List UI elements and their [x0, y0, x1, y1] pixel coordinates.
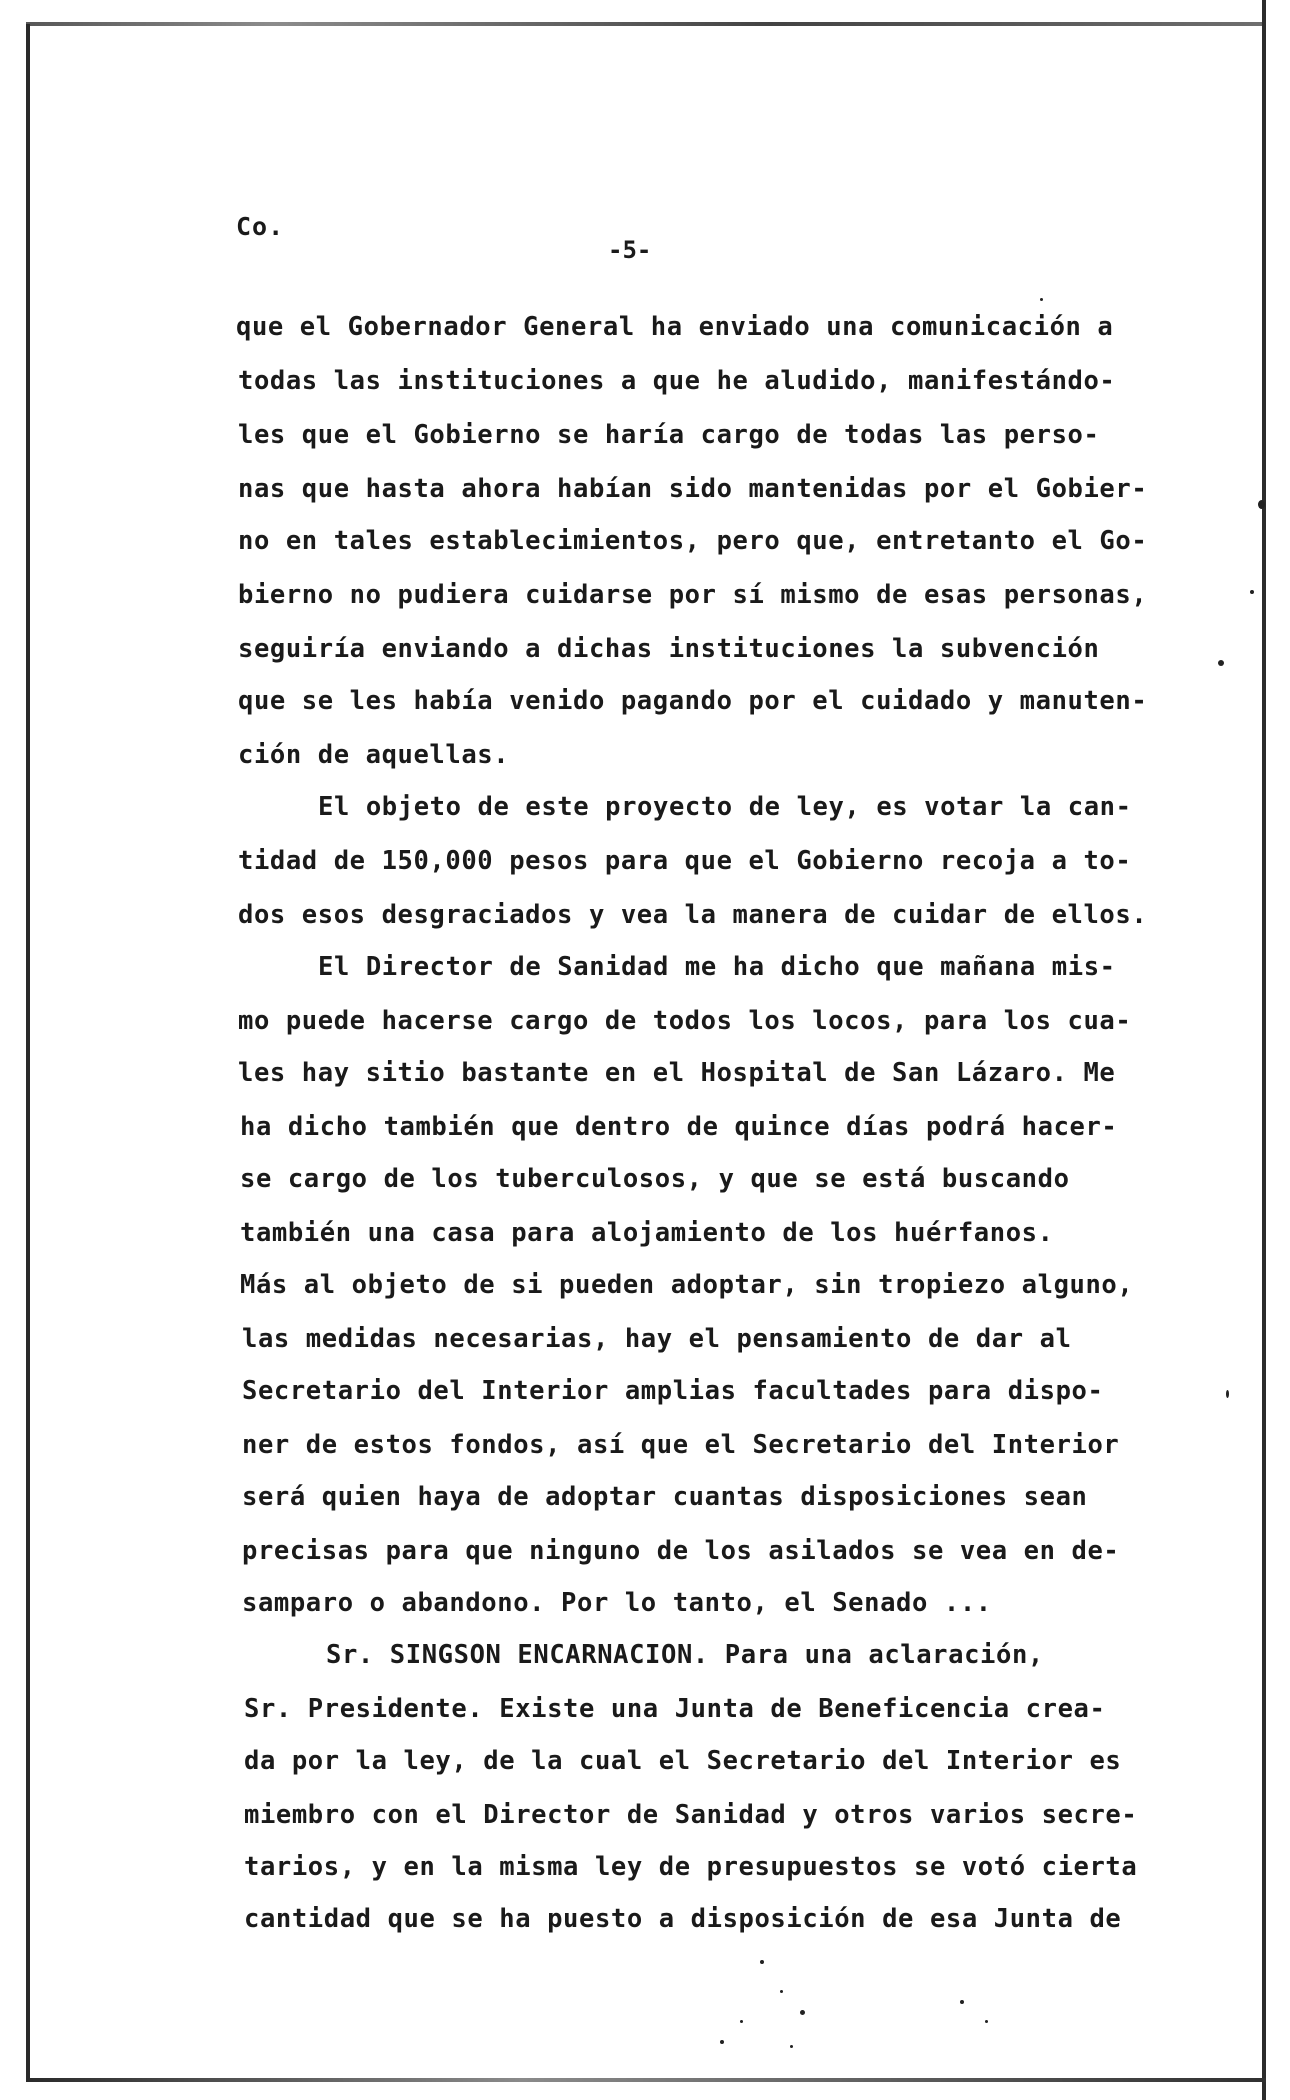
text-line: Más al objeto de si pueden adoptar, sin tropiezo alguno, [240, 1270, 1134, 1300]
text-line: precisas para que ninguno de los asilados se vea en de- [242, 1536, 1120, 1566]
scan-speck [1226, 1390, 1229, 1398]
text-line: ción de aquellas. [238, 740, 510, 770]
text-line: que se les había venido pagando por el cuidado y manuten- [238, 686, 1148, 716]
scan-speck [1250, 590, 1254, 594]
text-line: ner de estos fondos, así que el Secretario del Interior [242, 1430, 1120, 1460]
scan-speck [1258, 500, 1265, 509]
scan-speck [720, 2040, 724, 2044]
scan-speck [800, 2010, 805, 2015]
text-line: dos esos desgraciados y vea la manera de cuidar de ellos. [238, 900, 1148, 930]
text-line: El Director de Sanidad me ha dicho que mañana mis- [318, 952, 1116, 982]
text-line: seguiría enviando a dichas instituciones la subvención [238, 634, 1100, 664]
text-line: nas que hasta ahora habían sido mantenidas por el Gobier- [238, 474, 1148, 504]
text-line: les que el Gobierno se haría cargo de todas las perso- [238, 420, 1100, 450]
page-number: -5- [608, 236, 652, 264]
text-line: Sr. SINGSON ENCARNACION. Para una aclaración, [326, 1640, 1044, 1670]
text-line: Secretario del Interior amplias facultades para dispo- [242, 1376, 1104, 1406]
scan-speck [780, 1990, 783, 1993]
scan-speck [1218, 660, 1224, 666]
text-line: da por la ley, de la cual el Secretario del Interior es [244, 1746, 1122, 1776]
scan-speck [790, 2045, 793, 2048]
scan-speck [760, 1960, 764, 1964]
header-code: Co. [236, 212, 285, 241]
text-line: todas las instituciones a que he aludido, manifestándo- [238, 366, 1116, 396]
text-line: no en tales establecimientos, pero que, entretanto el Go- [238, 526, 1148, 556]
text-line: se cargo de los tuberculosos, y que se está buscando [240, 1164, 1070, 1194]
text-line: tarios, y en la misma ley de presupuestos se votó cierta [244, 1852, 1138, 1882]
text-line: mo puede hacerse cargo de todos los locos, para los cua- [238, 1006, 1132, 1036]
text-line: será quien haya de adoptar cuantas disposiciones sean [242, 1482, 1088, 1512]
scan-speck [985, 2020, 988, 2023]
text-line: les hay sitio bastante en el Hospital de San Lázaro. Me [238, 1058, 1116, 1088]
text-line: que el Gobernador General ha enviado una comunicación a [236, 312, 1114, 342]
text-line: también una casa para alojamiento de los huérfanos. [240, 1218, 1054, 1248]
text-line: tidad de 150,000 pesos para que el Gobierno recoja a to- [238, 846, 1132, 876]
text-line: bierno no pudiera cuidarse por sí mismo de esas personas, [238, 580, 1148, 610]
scan-speck [960, 2000, 964, 2004]
scan-speck [740, 2020, 743, 2023]
text-line: las medidas necesarias, hay el pensamiento de dar al [242, 1324, 1072, 1354]
text-line: Sr. Presidente. Existe una Junta de Beneficencia crea- [244, 1694, 1106, 1724]
text-line: samparo o abandono. Por lo tanto, el Senado ... [242, 1588, 992, 1618]
text-line: El objeto de este proyecto de ley, es votar la can- [318, 792, 1132, 822]
text-line: miembro con el Director de Sanidad y otros varios secre- [244, 1800, 1138, 1830]
scan-speck [1040, 298, 1043, 301]
text-line: cantidad que se ha puesto a disposición de esa Junta de [244, 1904, 1122, 1934]
text-line: ha dicho también que dentro de quince días podrá hacer- [240, 1112, 1118, 1142]
